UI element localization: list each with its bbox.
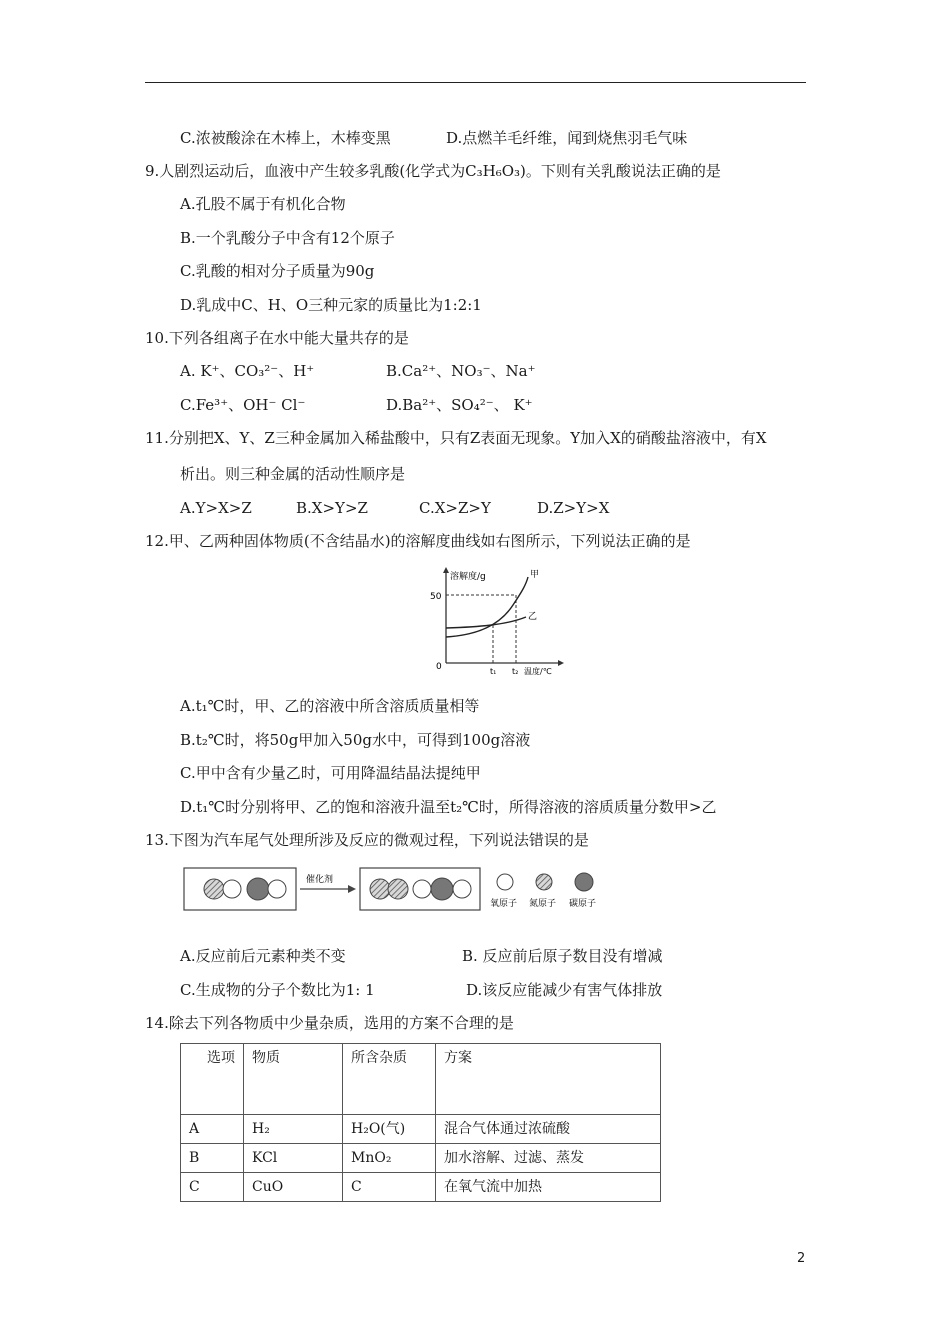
q9-stem: 9.人剧烈运动后，血液中产生较多乳酸(化学式为C₃H₆O₃)。下则有关乳酸说法正确的是 [145,162,721,180]
q9-option-d: D.乳成中C、H、O三种元家的质量比为1:2:1 [180,296,482,314]
q12-option-c: C.甲中含有少量乙时，可用降温结晶法提纯甲 [180,764,481,782]
cell-option: A [181,1115,244,1144]
cell-option: C [181,1173,244,1202]
header-option-text: 选项 [207,1050,235,1066]
cell-substance: KCl [244,1144,343,1173]
header-rule [145,82,806,83]
q11-option-d: D.Z>Y>X [537,499,610,517]
cell-option: B [181,1144,244,1173]
header-impurity: 所含杂质 [343,1044,436,1115]
q13-option-d: D.该反应能减少有害气体排放 [466,981,663,999]
reaction-arrowhead [348,885,356,893]
solution-table [180,1043,661,1202]
page-number: 2 [797,1251,806,1266]
q12-option-d: D.t₁℃时分别将甲、乙的饱和溶液升温至t₂℃时，所得溶液的溶质质量分数甲>乙 [180,798,717,816]
nitrogen-atom [204,879,224,899]
graph-label-yi: 乙 [528,612,538,622]
cell-impurity: C [343,1173,436,1202]
q10-stem: 10.下列各组离子在水中能大量共存的是 [145,329,409,347]
q10-option-c: C.Fe³⁺、OH⁻ Cl⁻ [180,396,306,414]
oxygen-atom [413,880,431,898]
oxygen-atom [453,880,471,898]
graph-x-arrow [558,660,564,666]
graph-xlabel: 温度/℃ [524,667,552,676]
curve-yi [446,617,526,628]
legend-oxygen-label: 氧原子 [490,899,518,909]
graph-label-jia: 甲 [530,570,540,580]
q12-stem: 12.甲、乙两种固体物质(不含结晶水)的溶解度曲线如右图所示，下列说法正确的是 [145,532,691,550]
q9-option-b: B.一个乳酸分子中含有12个原子 [180,229,395,247]
header-option [181,1044,244,1115]
q12-option-b: B.t₂℃时，将50g甲加入50g水中，可得到100g溶液 [180,731,531,749]
table-row [181,1115,661,1144]
table-row [181,1144,661,1173]
q13-option-c: C.生成物的分子个数比为1: 1 [180,981,375,999]
cell-substance: CuO [244,1173,343,1202]
solubility-graph [418,565,568,677]
table-row [181,1173,661,1202]
q11-stem: 11.分别把X、Y、Z三种金属加入稀盐酸中，只有Z表面无现象。Y加入X的硝酸盐溶液中，有X [145,429,767,447]
q13-stem: 13.下图为汽车尾气处理所涉及反应的微观过程，下列说法错误的是 [145,831,589,849]
oxygen-atom [223,880,241,898]
catalyst-label: 催化剂 [306,875,334,885]
table-header-row [181,1044,661,1115]
q11-option-c: C.X>Z>Y [419,499,491,517]
legend-nitrogen-label: 氮原子 [529,899,557,909]
oxygen-atom [268,880,286,898]
graph-ytick-50: 50 [430,592,442,602]
cell-impurity: MnO₂ [343,1144,436,1173]
graph-y-arrow [443,567,449,573]
cell-impurity: H₂O(气) [343,1115,436,1144]
header-substance: 物质 [244,1044,343,1115]
carbon-atom [247,878,269,900]
q11-stem-continued: 析出。则三种金属的活动性顺序是 [180,465,406,483]
q11-option-a: A.Y>X>Z [180,499,252,517]
graph-ylabel: 溶解度/g [450,572,486,582]
q13-option-a: A.反应前后元素种类不变 [180,947,346,965]
q9-option-a: A.孔股不属于有机化合物 [180,195,346,213]
q10-option-a: A. K⁺、CO₃²⁻、H⁺ [180,362,315,380]
reaction-diagram [180,858,620,920]
graph-t2: t₂ [512,667,519,676]
header-method: 方案 [436,1044,661,1115]
carbon-atom [431,878,453,900]
q10-option-b: B.Ca²⁺、NO₃⁻、Na⁺ [386,362,536,380]
cell-substance: H₂ [244,1115,343,1144]
legend-nitrogen-icon [536,874,552,890]
q9-option-c: C.乳酸的相对分子质量为90g [180,262,375,280]
q14-stem: 14.除去下列各物质中少量杂质，选用的方案不合理的是 [145,1014,514,1032]
cell-method: 加水溶解、过滤、蒸发 [436,1144,661,1173]
graph-t1: t₁ [490,667,497,676]
legend-carbon-label: 碳原子 [569,899,597,909]
q8-option-c: C.浓被酸涂在木棒上，木棒变黑 [180,129,391,147]
q13-option-b: B. 反应前后原子数目没有增减 [462,947,663,965]
nitrogen-atom [370,879,390,899]
graph-origin: 0 [436,662,442,672]
q8-option-d: D.点燃羊毛纤维，闻到烧焦羽毛气味 [446,129,688,147]
cell-method: 混合气体通过浓硫酸 [436,1115,661,1144]
legend-carbon-icon [575,873,593,891]
cell-method: 在氧气流中加热 [436,1173,661,1202]
nitrogen-atom [388,879,408,899]
q12-option-a: A.t₁℃时，甲、乙的溶液中所含溶质质量相等 [180,697,480,715]
q11-option-b: B.X>Y>Z [296,499,368,517]
q10-option-d: D.Ba²⁺、SO₄²⁻、 K⁺ [386,396,533,414]
legend-oxygen-icon [497,874,513,890]
